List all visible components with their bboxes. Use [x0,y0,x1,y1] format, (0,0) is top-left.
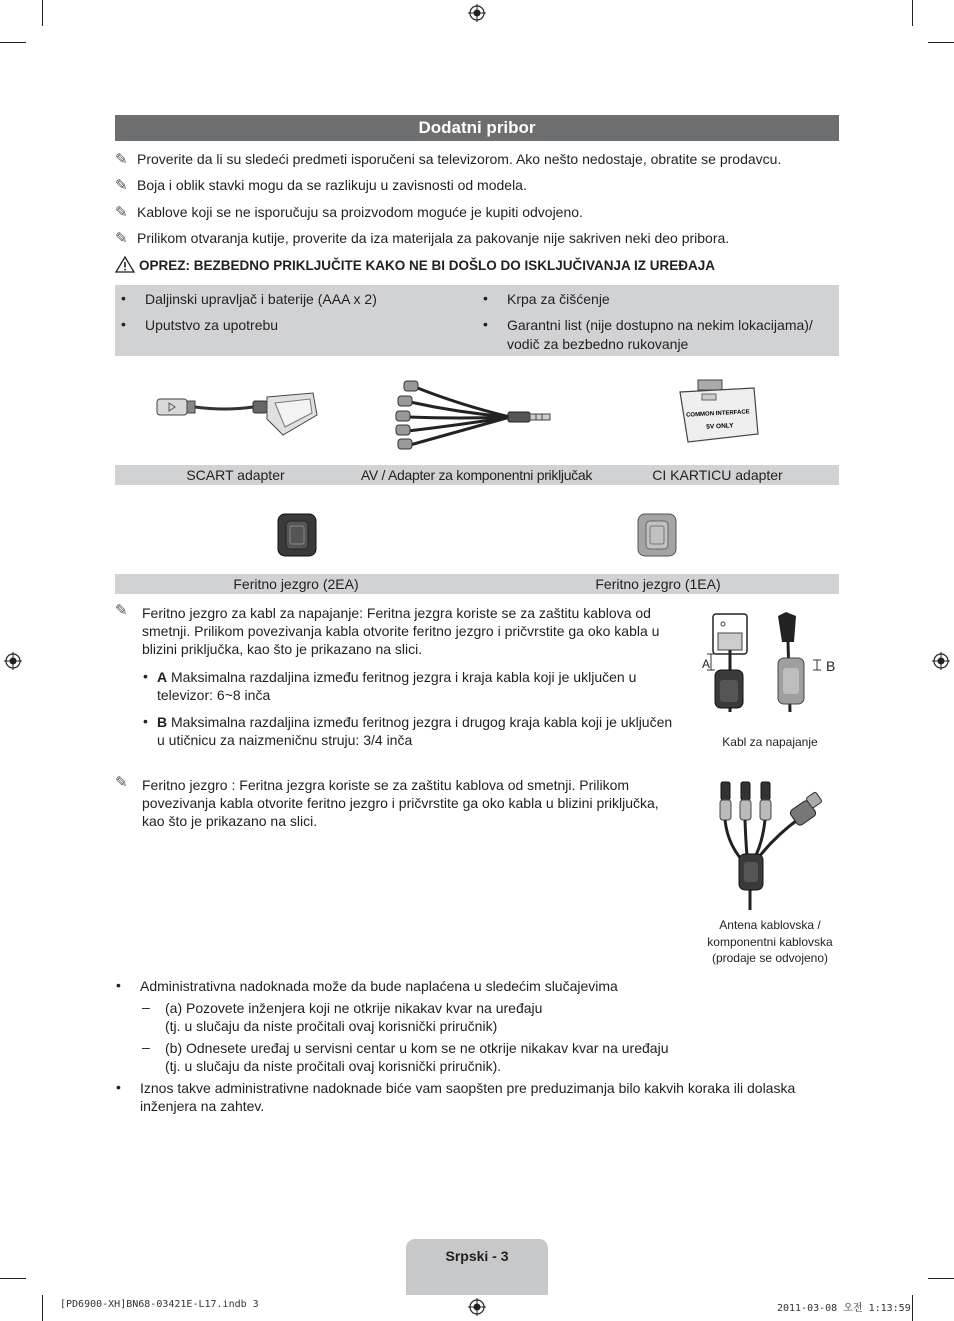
caption-av-adapter: AV / Adapter za komponentni priključak [360,467,593,483]
warning-icon [115,256,135,273]
ci-card-voltage-label: 5V ONLY [706,422,734,431]
ci-card-adapter-image [674,378,762,446]
caption-scart: SCART adapter [186,467,285,483]
crop-mark [912,1295,913,1321]
caption-ci-adapter: CI KARTICU adapter [652,467,783,483]
av-component-adapter-image [390,375,560,460]
ferrite-power-text: blizini priključka, kao što je prikazano na slici. [142,641,423,657]
scart-adapter-image [155,385,320,440]
print-meta-file: [PD6900-XH]BN68-03421E-L17.indb 3 [60,1299,259,1310]
ferrite-a-text [157,668,636,686]
bullet: • [121,316,126,332]
note-pencil-icon: ✎ [115,204,128,221]
registration-mark-icon [932,652,950,670]
admin-dash-text: (b) Odnesete uređaj u servisni centar u kom se ne otkrije nikakav kvar na uređaju [165,1040,669,1056]
ferrite-b-text [157,713,672,731]
bullet: • [121,290,126,306]
antenna-caption: (prodaje se odvojeno) [711,951,829,965]
antenna-caption: Antena kablovska / [719,918,821,932]
note [115,150,781,169]
admin-bullet-text: Administrativna nadoknada može da bude naplaćena u sledećim slučajevima [140,978,618,994]
note-pencil-icon: ✎ [115,230,128,247]
accessory-item: Krpa za čišćenje [507,291,610,307]
bullet: • [116,977,121,993]
crop-mark [42,0,43,26]
note-pencil-icon: ✎ [115,151,128,168]
note-text: Proverite da li su sledeći predmeti isporučeni sa televizorom. Ako nešto nedostaje, obratite se prodavcu. [137,151,782,167]
accessory-item: Garantni list (nije dostupno na nekim lokacijama)/ [507,317,813,333]
dash: – [142,1039,150,1055]
caption-ferrite-1ea: Feritno jezgro (1EA) [595,576,721,592]
ferrite-core-dark-image [276,511,318,559]
caption-ferrite-2ea: Feritno jezgro (2EA) [233,576,359,592]
bullet: • [143,713,148,729]
power-cable-figure [700,608,845,718]
figure-label-b: B [826,658,836,674]
note [115,176,527,195]
ferrite-antenna-text: povezivanja kabla otvorite feritno jezgro i pričvrstite ga oko kabla u blizini priključka, [142,795,659,811]
ferrite-power-text: Feritno jezgro za kabl za napajanje: Feritna jezgra koriste se za zaštitu kablova od [142,605,651,621]
crop-mark [42,1295,43,1321]
bullet: • [143,668,148,684]
figure-label-a: A [702,657,711,671]
power-cable-caption: Kabl za napajanje [722,735,818,749]
page-number-tab: Srpski - 3 [406,1239,548,1295]
section-title: Dodatni pribor [115,115,839,141]
accessory-item: vodič za bezbedno rukovanje [507,336,689,352]
registration-mark-icon [468,1298,486,1316]
caution-text: OPREZ: BEZBEDNO PRIKLJUČITE KAKO NE BI DOŠLO DO ISKLJUČIVANJA IZ UREĐAJA [139,258,716,273]
crop-mark [0,42,26,43]
caution-line [115,256,715,273]
admin-dash-text: (tj. u slučaju da niste pročitali ovaj korisnički priručnik). [165,1058,502,1074]
crop-mark [912,0,913,26]
admin-bullet-text: inženjera na zahtev. [140,1098,265,1114]
accessory-item: Uputstvo za upotrebu [145,317,279,333]
ferrite-b-line: u utičnicu za naizmeničnu struju: 3/4 inča [157,732,413,748]
note-text: Kablove koji se ne isporučuju sa proizvodom moguće je kupiti odvojeno. [137,204,583,220]
ferrite-core-grey-image [636,511,678,559]
crop-mark [0,1278,26,1279]
note [115,229,729,248]
admin-dash-text: (tj. u slučaju da niste pročitali ovaj korisnički priručnik) [165,1018,498,1034]
key-a: A [157,669,168,685]
note-text: Boja i oblik stavki mogu da se razlikuju u zavisnosti od modela. [137,177,527,193]
antenna-caption: komponentni kablovska [707,935,833,949]
note-text: Prilikom otvaranja kutije, proverite da iza materijala za pakovanje nije sakriven neki deo pribora. [137,230,730,246]
dash: – [142,999,150,1015]
crop-mark [928,1278,954,1279]
admin-dash-text: (a) Pozovete inženjera koji ne otkrije nikakav kvar na uređaju [165,1000,543,1016]
antenna-component-cable-figure [712,778,832,913]
bullet: • [483,316,488,332]
note-pencil-icon: ✎ [115,774,128,791]
note-pencil-icon: ✎ [115,177,128,194]
print-meta-timestamp: 2011-03-08 오전 1:13:59 [777,1303,911,1314]
crop-mark [928,42,954,43]
admin-bullet-text: Iznos takve administrativne nadoknade biće vam saopšten pre preduzimanja bilo kakvih koraka ili dolaska [140,1080,796,1096]
ferrite-b-line: Maksimalna razdaljina između feritnog jezgra i drugog kraja kabla koji je uključen [171,714,673,730]
ferrite-power-text: smetnji. Prilikom povezivanja kabla otvorite feritno jezgro i pričvrstite ga oko kabla u [142,623,660,639]
ferrite-antenna-text: Feritno jezgro : Feritna jezgra koriste se za zaštitu kablova od smetnji. Prilikom [142,777,630,793]
ci-card-label: COMMON INTERFACE [685,409,750,419]
registration-mark-icon [4,652,22,670]
accessory-item: Daljinski upravljač i baterije (AAA x 2) [145,291,377,307]
note-pencil-icon: ✎ [115,602,128,619]
ferrite-a-line: Maksimalna razdaljina između feritnog jezgra i kraja kabla koji je uključen u [171,669,637,685]
bullet: • [116,1079,121,1095]
registration-mark-icon [468,4,486,22]
ferrite-a-line: televizor: 6~8 inča [157,687,271,703]
bullet: • [483,290,488,306]
note [115,203,583,222]
ferrite-antenna-text: kao što je prikazano na slici. [142,813,318,829]
key-b: B [157,714,168,730]
